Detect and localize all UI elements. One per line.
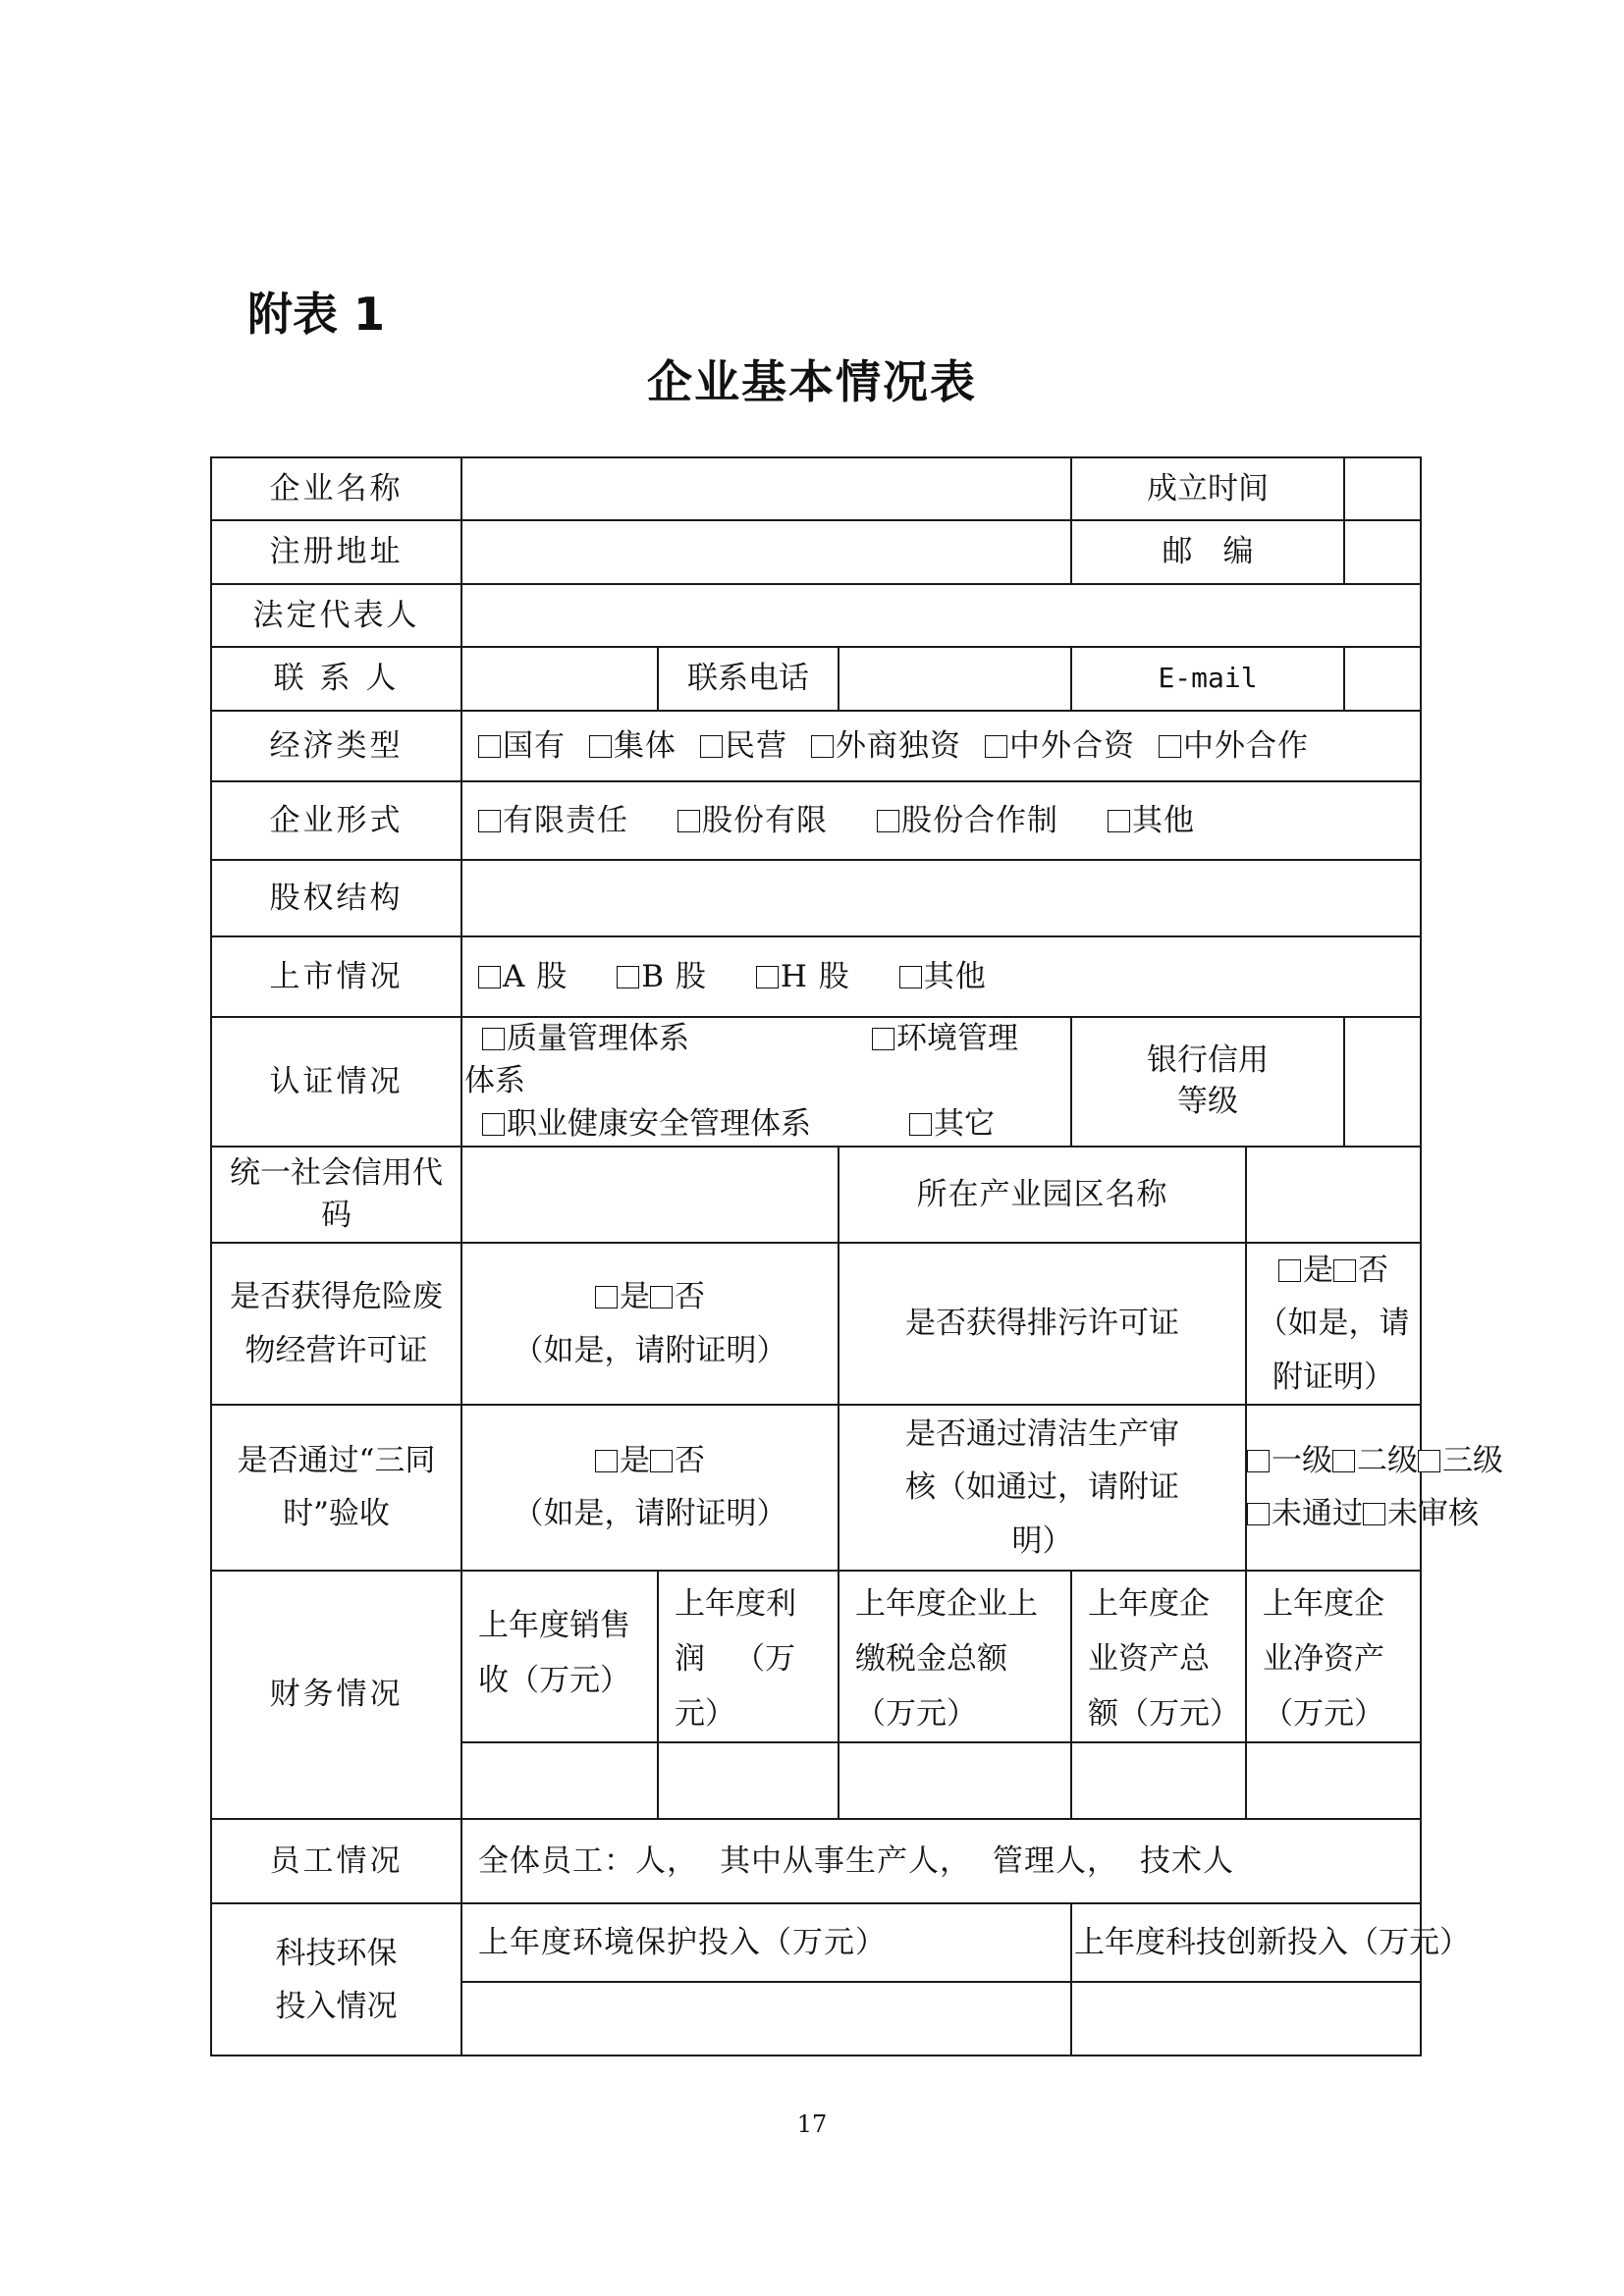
form-option-coop[interactable]: 股份合作制	[877, 799, 1058, 843]
tech-invest-field[interactable]	[1071, 1982, 1421, 2056]
row-certification	[211, 1017, 1421, 1147]
credit-code-label: 统一社会信用代 码	[211, 1147, 461, 1243]
checkbox-icon[interactable]	[650, 1286, 673, 1308]
bank-credit-label: 银行信用 等级	[1071, 1017, 1344, 1147]
row-contact	[211, 647, 1421, 711]
checkbox-icon[interactable]	[617, 966, 639, 988]
form-option-share[interactable]: 股份有限	[677, 799, 828, 843]
checkbox-icon[interactable]	[1363, 1503, 1385, 1525]
option-yes[interactable]: 是	[620, 1443, 650, 1479]
finance-net-assets-field[interactable]	[1246, 1742, 1421, 1819]
founded-date-label: 成立时间	[1071, 457, 1344, 520]
tech-invest-header: 上年度科技创新投入（万元）	[1071, 1903, 1421, 1982]
finance-sales-field[interactable]	[461, 1742, 658, 1819]
contact-field[interactable]	[461, 647, 658, 711]
staff-breakdown	[461, 1819, 1421, 1903]
option-level-3[interactable]: 三级	[1442, 1443, 1504, 1479]
finance-assets-field[interactable]	[1071, 1742, 1246, 1819]
option-level-1[interactable]: 一级	[1272, 1443, 1333, 1479]
option-level-2[interactable]: 二级	[1357, 1443, 1419, 1479]
email-field[interactable]	[1344, 647, 1421, 711]
finance-profit-field[interactable]	[658, 1742, 839, 1819]
checkbox-icon[interactable]	[899, 966, 922, 988]
postcode-field[interactable]	[1344, 520, 1421, 584]
attach-proof-note: （如是，请附证明）	[513, 1496, 787, 1532]
attach-proof-note: （如是，请附证明）	[1257, 1306, 1410, 1395]
cert-option-other[interactable]: 其它	[909, 1103, 995, 1146]
bank-credit-field[interactable]	[1344, 1017, 1421, 1147]
checkbox-icon[interactable]	[1159, 735, 1181, 758]
row-three-same	[211, 1405, 1421, 1571]
econ-option-collective[interactable]: 集体	[589, 724, 677, 769]
finance-assets-header: 上年度企 业资产总 额（万元）	[1071, 1571, 1246, 1742]
hazardous-license-label: 是否获得危险废 物经营许可证	[211, 1243, 461, 1405]
postcode-label: 邮 编	[1071, 520, 1344, 584]
clean-production-label: 是否通过清洁生产审 核（如通过，请附证 明）	[839, 1405, 1246, 1571]
discharge-permit-label: 是否获得排污许可证	[839, 1243, 1246, 1405]
appendix-label: 附表 1	[247, 288, 386, 341]
staff-label: 员工情况	[211, 1819, 461, 1903]
form-option-ltd[interactable]: 有限责任	[478, 799, 628, 843]
contact-label: 联 系 人	[211, 647, 461, 711]
discharge-permit-answer	[1246, 1243, 1421, 1405]
staff-total: 全体员工：人，	[478, 1842, 698, 1879]
attach-proof-note: （如是，请附证明）	[513, 1332, 787, 1368]
checkbox-icon[interactable]	[482, 1113, 505, 1136]
credit-code-field[interactable]	[461, 1147, 839, 1243]
listing-option-b[interactable]: B 股	[617, 955, 707, 999]
listing-option-a[interactable]: A 股	[478, 955, 568, 999]
park-name-label: 所在产业园区名称	[839, 1147, 1246, 1243]
econ-option-foreign[interactable]: 外商独资	[811, 724, 961, 769]
ent-form-options	[461, 781, 1421, 860]
row-ent-form	[211, 781, 1421, 860]
staff-technical: 技术人	[1140, 1842, 1234, 1879]
econ-option-jv[interactable]: 中外合资	[985, 724, 1135, 769]
form-option-other[interactable]: 其他	[1108, 799, 1195, 843]
row-equity	[211, 860, 1421, 936]
checkbox-icon[interactable]	[872, 1028, 894, 1050]
checkbox-icon[interactable]	[1247, 1503, 1270, 1525]
phone-field[interactable]	[839, 647, 1071, 711]
three-same-answer	[461, 1405, 839, 1571]
checkbox-icon[interactable]	[1247, 1450, 1270, 1472]
checkbox-icon[interactable]	[909, 1113, 932, 1136]
checkbox-icon[interactable]	[482, 1028, 505, 1050]
staff-production: 其中从事生产人，	[720, 1842, 971, 1879]
finance-tax-header: 上年度企业上 缴税金总额 （万元）	[839, 1571, 1071, 1742]
econ-type-label: 经济类型	[211, 711, 461, 781]
option-yes[interactable]: 是	[620, 1279, 650, 1315]
ent-form-label: 企业形式	[211, 781, 461, 860]
row-tech-env-header	[211, 1903, 1421, 1982]
checkbox-icon[interactable]	[700, 735, 723, 758]
checkbox-icon[interactable]	[811, 735, 834, 758]
econ-option-coop[interactable]: 中外合作	[1159, 724, 1309, 769]
checkbox-icon[interactable]	[1332, 1450, 1355, 1472]
listing-label: 上市情况	[211, 936, 461, 1017]
address-field[interactable]	[461, 520, 1071, 584]
option-no[interactable]: 否	[675, 1443, 705, 1479]
cert-option-env-continued: 体系	[464, 1063, 525, 1099]
finance-profit-header: 上年度利 润 （万 元）	[658, 1571, 839, 1742]
certification-options	[461, 1017, 1071, 1147]
cert-option-quality[interactable]: 质量管理体系	[482, 1018, 689, 1060]
econ-option-private[interactable]: 民营	[700, 724, 787, 769]
company-name-label: 企业名称	[211, 457, 461, 520]
row-address	[211, 520, 1421, 584]
checkbox-icon[interactable]	[756, 966, 779, 988]
finance-label: 财务情况	[211, 1571, 461, 1819]
three-same-label: 是否通过“三同 时”验收	[211, 1405, 461, 1571]
founded-date-field[interactable]	[1344, 457, 1421, 520]
checkbox-icon[interactable]	[1108, 810, 1130, 832]
cert-option-env[interactable]: 环境管理	[872, 1018, 1018, 1060]
listing-option-other[interactable]: 其他	[899, 955, 987, 999]
tech-env-label: 科技环保 投入情况	[211, 1903, 461, 2056]
finance-sales-header: 上年度销售 收（万元）	[461, 1571, 658, 1742]
equity-field[interactable]	[461, 860, 1421, 936]
option-no[interactable]: 否	[1358, 1253, 1389, 1289]
checkbox-icon[interactable]	[877, 810, 899, 832]
checkbox-icon[interactable]	[589, 735, 612, 758]
row-econ-type	[211, 711, 1421, 781]
row-staff	[211, 1819, 1421, 1903]
econ-type-options	[461, 711, 1421, 781]
checkbox-icon[interactable]	[1278, 1259, 1301, 1282]
cert-option-ohs[interactable]: 职业健康安全管理体系	[482, 1103, 811, 1146]
econ-option-state[interactable]: 国有	[478, 724, 566, 769]
checkbox-icon[interactable]	[595, 1286, 618, 1308]
checkbox-icon[interactable]	[478, 735, 501, 758]
company-name-field[interactable]	[461, 457, 1071, 520]
listing-option-h[interactable]: H 股	[756, 955, 850, 999]
env-invest-header: 上年度环境保护投入（万元）	[461, 1903, 1071, 1982]
finance-tax-field[interactable]	[839, 1742, 1071, 1819]
staff-management: 管理人，	[993, 1842, 1118, 1879]
form-title: 企业基本情况表	[647, 355, 977, 408]
option-yes[interactable]: 是	[1303, 1253, 1334, 1289]
legal-rep-label: 法定代表人	[211, 584, 461, 647]
checkbox-icon[interactable]	[677, 810, 700, 832]
row-finance-header	[211, 1571, 1421, 1742]
row-listing	[211, 936, 1421, 1017]
option-not-passed[interactable]: 未通过	[1272, 1496, 1364, 1532]
listing-options	[461, 936, 1421, 1017]
hazardous-license-answer	[461, 1243, 839, 1405]
option-not-audited[interactable]: 未审核	[1387, 1496, 1480, 1532]
row-credit-code	[211, 1147, 1421, 1243]
option-no[interactable]: 否	[675, 1279, 705, 1315]
checkbox-icon[interactable]	[478, 810, 501, 832]
checkbox-icon[interactable]	[985, 735, 1007, 758]
park-name-field[interactable]	[1246, 1147, 1421, 1243]
checkbox-icon[interactable]	[1333, 1259, 1356, 1282]
email-label: E-mail	[1071, 647, 1344, 711]
legal-rep-field[interactable]	[461, 584, 1421, 647]
env-invest-field[interactable]	[461, 1982, 1071, 2056]
clean-production-answer	[1246, 1405, 1504, 1571]
enterprise-info-table	[210, 456, 1504, 2056]
checkbox-icon[interactable]	[1418, 1450, 1440, 1472]
checkbox-icon[interactable]	[650, 1450, 673, 1472]
page-number: 17	[796, 2110, 828, 2138]
row-company-name	[211, 457, 1421, 520]
checkbox-icon[interactable]	[595, 1450, 618, 1472]
finance-net-assets-header: 上年度企 业净资产 （万元）	[1246, 1571, 1421, 1742]
row-legal-rep	[211, 584, 1421, 647]
checkbox-icon[interactable]	[478, 966, 501, 988]
phone-label: 联系电话	[658, 647, 839, 711]
row-hazardous	[211, 1243, 1421, 1405]
equity-label: 股权结构	[211, 860, 461, 936]
certification-label: 认证情况	[211, 1017, 461, 1147]
address-label: 注册地址	[211, 520, 461, 584]
